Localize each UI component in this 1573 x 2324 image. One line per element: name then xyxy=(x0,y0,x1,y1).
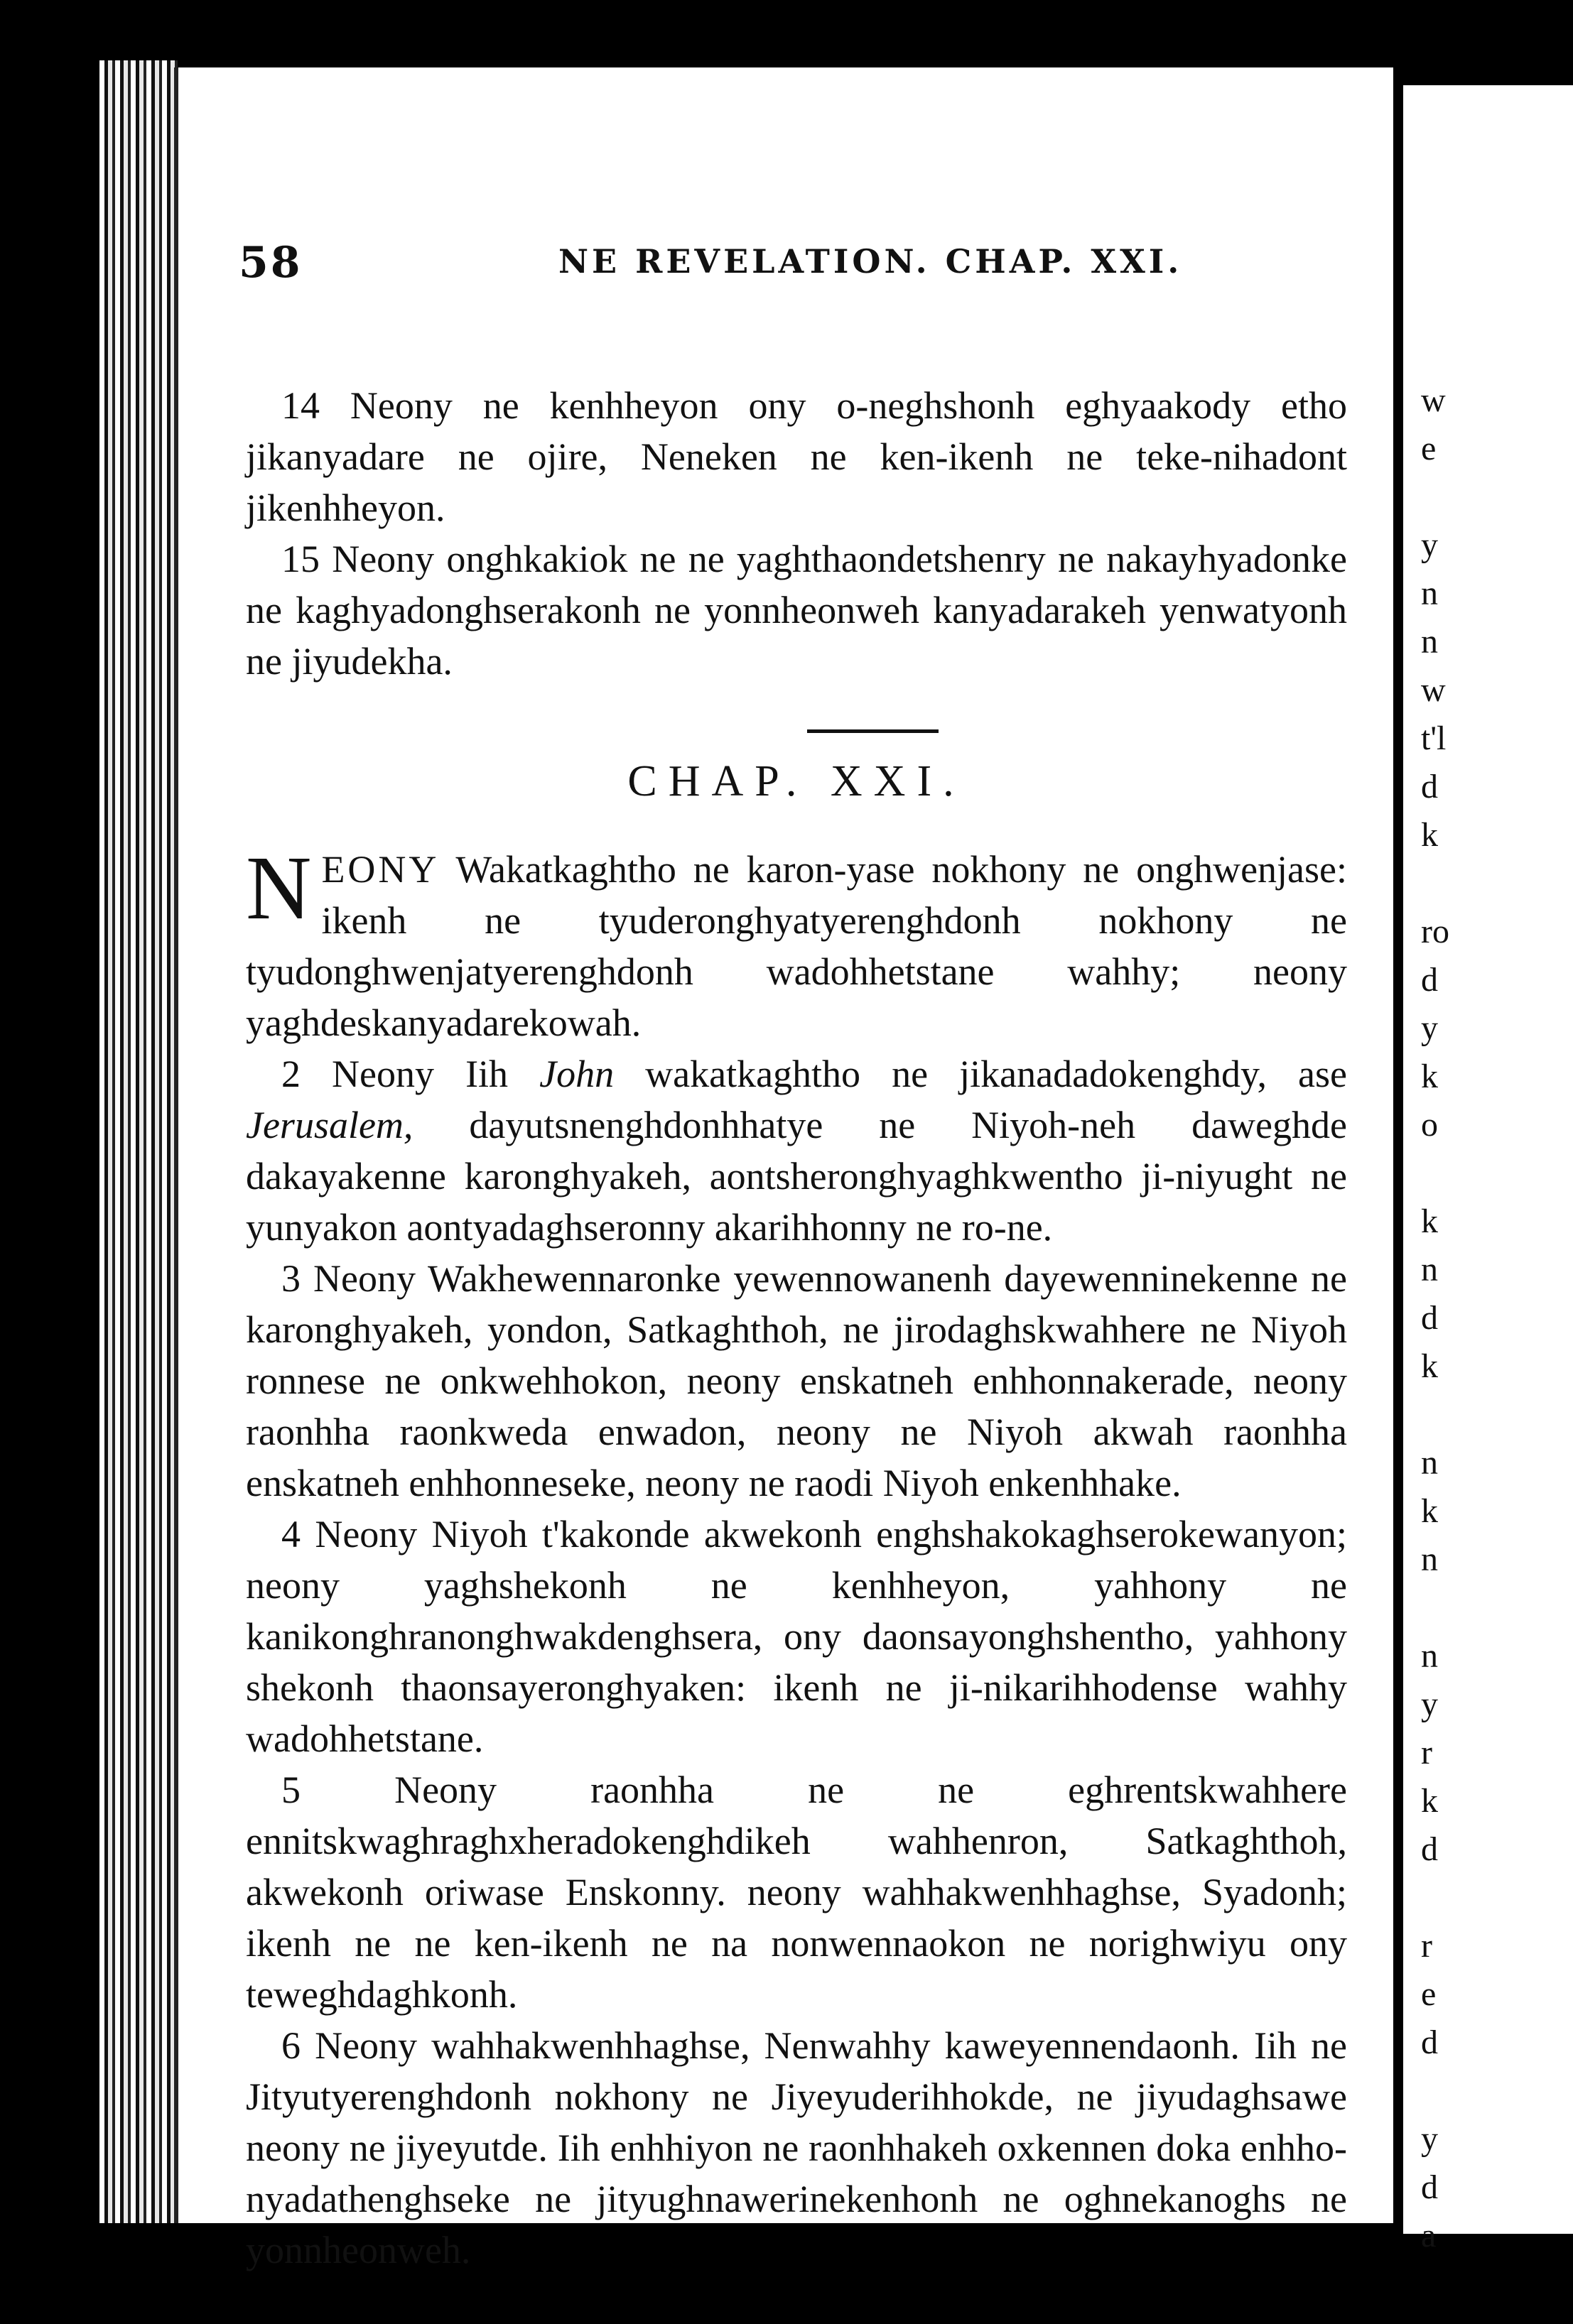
facing-page-text xyxy=(1421,376,1449,2260)
facing-page-fragment: e xyxy=(1421,430,1437,467)
verse-5: 5 Neony raonhha ne ne eghrentskwahhere ennitskwaghraghxheradokenghdikeh wahhenron, Satkaghthoh, akwekonh oriwase Enskonny. neony wahhakwenhhaghse, Syadonh; ikenh ne ne ken-ikenh ne na nonwennaokon ne norighwiyu ony teweghdaghkonh. xyxy=(246,1769,1347,2016)
facing-page-fragment: k xyxy=(1421,1202,1438,1240)
verse-2-part-b: wakatkaghtho ne jikanadadokenghdy, ase xyxy=(614,1053,1348,1095)
facing-page-fragment: w xyxy=(1421,671,1446,709)
facing-page-fragment: d xyxy=(1421,2168,1438,2206)
facing-page-fragment: t'l xyxy=(1421,720,1447,757)
facing-page-fragment: y xyxy=(1421,1009,1438,1047)
facing-page-fragment: r xyxy=(1421,1927,1432,1965)
verse-3: 3 Neony Wakhewennaronke yewennowanenh dayewenninekenne ne karonghyakeh, yondon, Satkaghthoh, ne jirodaghskwahhere ne Niyoh ronnese ne onkwehhokon, neony enskatneh enhhonnakerade, neony raonhha raonkweda enwadon, neony ne Niyoh akwah raonhha enskatneh enhhonneseke, neony ne raodi Niyoh enkenhhake. xyxy=(246,1257,1347,1504)
facing-page-fragment xyxy=(1421,2067,1449,2115)
facing-page-fragment: e xyxy=(1421,1975,1437,2013)
verse-4: 4 Neony Niyoh t'kakonde akwekonh enghshakokaghserokewanyon; neony yaghshekonh ne kenhheyon, yahhony ne kanikonghranonghwakdenghsera, ony daonsayonghshentho, yahhony shekonh thaonsayeronghyaken: ikenh ne ji-nikarihhodense wahhy wadohhetstane. xyxy=(246,1513,1347,1760)
facing-page-fragment: a xyxy=(1421,2217,1437,2254)
facing-page-fragment: n xyxy=(1421,623,1438,661)
facing-page-fragment: r xyxy=(1421,1734,1432,1771)
facing-page-fragment xyxy=(1421,1584,1449,1632)
verse-2-john: John xyxy=(539,1053,615,1095)
facing-page-fragment: d xyxy=(1421,768,1438,805)
facing-page-fragment: n xyxy=(1421,575,1438,612)
facing-page-fragment xyxy=(1421,1149,1449,1198)
facing-page-fragment: k xyxy=(1421,1782,1438,1820)
page-edges xyxy=(99,60,178,2223)
facing-page-fragment xyxy=(1421,859,1449,908)
facing-page-fragment: n xyxy=(1421,1637,1438,1675)
verse-1 xyxy=(246,837,1347,1048)
facing-page-fragment: k xyxy=(1421,816,1438,854)
verse-14: 14 Neony ne kenhheyon ony o-neghshonh eghyaakody etho jikanyadare ne ojire, Neneken ne ken-ikenh ne teke-nihadont jikenhheyon. xyxy=(246,384,1347,529)
facing-page-fragment: d xyxy=(1421,1830,1438,1868)
facing-page-fragment: y xyxy=(1421,1685,1438,1723)
facing-page-fragment: o xyxy=(1421,1106,1438,1144)
verse-15: 15 Neony onghkakiok ne ne yaghthaondetshenry ne nakayhyadonke ne kaghyadonghserakonh ne yonnheonweh kanyadarakeh yenwatyonh ne jiyudekha. xyxy=(246,538,1347,683)
book-page xyxy=(174,67,1393,2271)
facing-page-fragment: y xyxy=(1421,526,1438,564)
running-title: NE REVELATION. CHAP. XXI. xyxy=(558,242,1183,281)
verse-2 xyxy=(246,1048,1347,1253)
verse-1-text: Wakatkaghtho ne karon-yase nokhony ne onghwenjase: ikenh ne tyuderonghyatyerenghdonh nokhony ne tyudonghwenjatyerenghdonh wadohhetstane wahhy; neony yaghdeskanyadarekowah. xyxy=(246,848,1347,1044)
page-text xyxy=(246,380,1347,2276)
verse-2-part-a: 2 Neony Iih xyxy=(281,1053,540,1095)
facing-page-fragment: w xyxy=(1421,381,1446,419)
facing-page-fragment: k xyxy=(1421,1492,1438,1530)
drop-cap: N xyxy=(246,837,312,938)
facing-page-fragment: d xyxy=(1421,961,1438,999)
facing-page-fragment: n xyxy=(1421,1251,1438,1288)
facing-page-fragment xyxy=(1421,1391,1449,1439)
facing-page-fragment: n xyxy=(1421,1541,1438,1578)
facing-page-fragment xyxy=(1421,1874,1449,1922)
section-rule xyxy=(807,729,939,733)
facing-page-fragment: ro xyxy=(1421,913,1449,950)
facing-page-fragment: n xyxy=(1421,1444,1438,1482)
facing-page-fragment: y xyxy=(1421,2120,1438,2158)
verse-2-jerusalem: Jerusalem, xyxy=(246,1104,413,1146)
facing-page-fragment: k xyxy=(1421,1058,1438,1095)
page-number: 58 xyxy=(239,238,303,288)
facing-page-fragment: k xyxy=(1421,1347,1438,1385)
verse-6: 6 Neony wahhakwenhhaghse, Nenwahhy kaweyennendaonh. Iih ne Jityutyerenghdonh nokhony ne Jiyeyuderihhokde, ne jiyudaghsawe neony ne jiyeyutde. Iih enhhiyon ne raonhhakeh oxkennen doka enhho-nyadathenghseke ne jityughnawerinekenhonh ne oghnekanoghs ne yonnheonweh. xyxy=(246,2024,1347,2271)
facing-page-fragment: d xyxy=(1421,2024,1438,2061)
first-word: EONY xyxy=(321,848,440,891)
facing-page-fragment: d xyxy=(1421,1299,1438,1337)
verse-2-part-c: dayutsnenghdonhhatye ne Niyoh-neh daweghde dakayakenne karonghyakeh, aontsheronghyaghkwentho ji-niyught ne yunyakon aontyadaghseronny akarihhonny ne ro-ne. xyxy=(246,1104,1347,1249)
chapter-heading: CHAP. XXI. xyxy=(627,757,966,805)
facing-page-fragment xyxy=(1421,473,1449,521)
